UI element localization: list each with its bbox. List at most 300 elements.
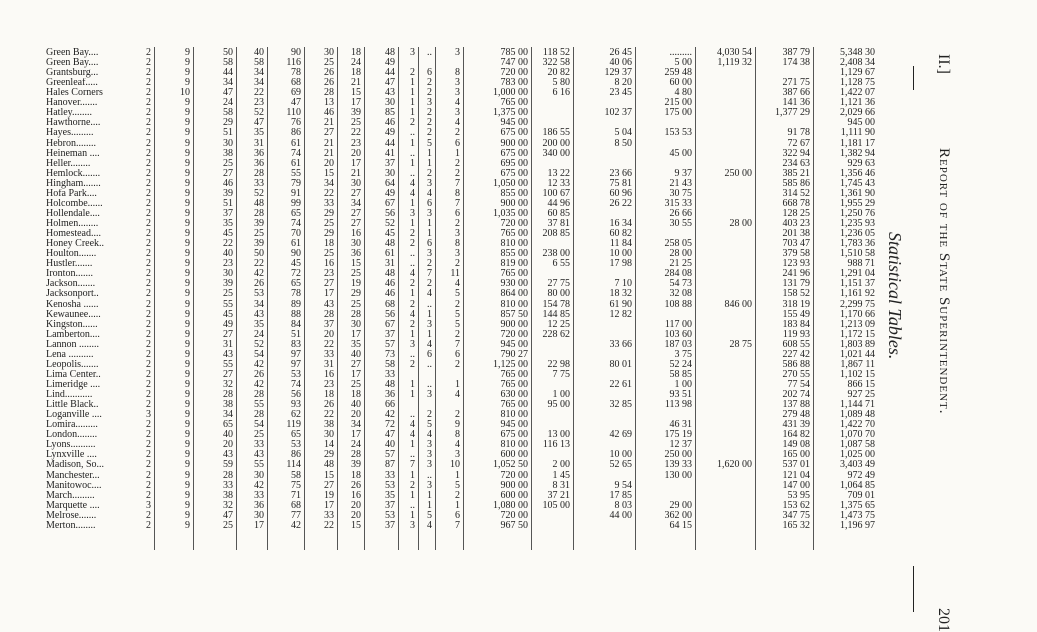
table-row: [0, 501, 900, 511]
table-cell: 58: [291, 469, 301, 481]
table-cell: 586 88: [782, 358, 810, 370]
table-cell: 49: [385, 187, 395, 199]
table-cell: 1: [427, 218, 432, 230]
table-cell: 3: [427, 439, 432, 451]
table-cell: 675 00: [500, 167, 528, 179]
table-cell: 9: [185, 328, 190, 340]
table-cell: 1,375 65: [840, 499, 875, 511]
table-row: [0, 340, 900, 350]
table-cell: 9: [185, 479, 190, 491]
table-cell: 2: [146, 167, 151, 179]
table-cell: 1,128 75: [840, 77, 875, 89]
table-cell: 988 71: [847, 258, 875, 270]
table-cell: 89: [291, 298, 301, 310]
district-name: Holmen........: [46, 219, 99, 230]
table-cell: 2: [146, 489, 151, 501]
table-row: [0, 481, 900, 491]
table-cell: 119 93: [782, 328, 810, 340]
table-cell: 128 25: [782, 207, 810, 219]
table-cell: 1,375 00: [493, 107, 528, 119]
table-cell: 58: [223, 107, 233, 119]
table-cell: 13: [324, 97, 334, 109]
table-cell: 1,745 43: [840, 177, 875, 189]
table-cell: 3: [455, 47, 460, 58]
table-row: [0, 179, 900, 189]
table-cell: 2: [455, 157, 460, 169]
table-cell: 1 45: [552, 469, 570, 481]
table-cell: 3 75: [674, 348, 692, 360]
table-cell: 2: [410, 117, 415, 129]
table-cell: 34: [254, 298, 264, 310]
district-name: Greenleaf.....: [46, 78, 98, 89]
table-cell: 116: [286, 57, 301, 69]
table-cell: 3: [427, 479, 432, 491]
table-cell: 72: [291, 268, 301, 280]
table-cell: 3,403 49: [840, 459, 875, 471]
column-rule: [695, 47, 696, 550]
table-row: [0, 78, 900, 88]
table-cell: 56: [291, 389, 301, 401]
table-cell: 1: [427, 308, 432, 320]
table-cell: 108 88: [664, 298, 692, 310]
table-cell: 55: [223, 358, 233, 370]
table-cell: 2: [146, 127, 151, 139]
table-cell: 32: [223, 499, 233, 511]
table-cell: 2: [455, 328, 460, 340]
table-cell: 1,144 71: [840, 399, 875, 411]
table-cell: 1,250 76: [840, 207, 875, 219]
table-cell: 30: [351, 318, 361, 330]
table-cell: 2: [427, 117, 432, 129]
column-rule: [236, 47, 237, 550]
table-cell: 105 00: [542, 499, 570, 511]
table-cell: 60 82: [609, 228, 632, 240]
table-cell: 67: [385, 197, 395, 209]
table-cell: 675 00: [500, 147, 528, 159]
table-cell: 21: [351, 77, 361, 89]
table-cell: 43: [254, 308, 264, 320]
table-cell: 9: [185, 439, 190, 451]
district-name: Loganville ....: [46, 410, 102, 421]
table-cell: 2: [146, 308, 151, 320]
table-cell: 9: [185, 177, 190, 189]
table-cell: 42: [254, 378, 264, 390]
table-cell: 68: [291, 499, 301, 511]
table-cell: 1,422 07: [840, 87, 875, 99]
table-row: [0, 149, 900, 159]
table-cell: 34: [351, 197, 361, 209]
table-cell: 121 04: [782, 469, 810, 481]
table-cell: 1,035 00: [493, 207, 528, 219]
header-rule-top: [913, 66, 914, 90]
table-cell: 3: [455, 77, 460, 89]
table-row: [0, 410, 900, 420]
district-name: Hebron........: [46, 138, 96, 149]
table-cell: 1 00: [674, 378, 692, 390]
district-name: Hatley........: [46, 108, 93, 119]
table-cell: 35: [254, 127, 264, 139]
table-cell: 600 00: [500, 489, 528, 501]
table-cell: 2: [410, 278, 415, 290]
table-cell: 55: [254, 459, 264, 471]
table-cell: 927 25: [847, 389, 875, 401]
table-row: [0, 249, 900, 259]
table-cell: 110: [286, 107, 301, 119]
table-cell: 47: [385, 77, 395, 89]
table-cell: 2: [455, 409, 460, 421]
table-cell: 21: [324, 137, 334, 149]
table-cell: 12 33: [547, 177, 570, 189]
table-cell: 65: [291, 207, 301, 219]
table-cell: 74: [291, 378, 301, 390]
table-cell: 3: [427, 207, 432, 219]
table-cell: 99: [291, 197, 301, 209]
table-cell: 20: [351, 147, 361, 159]
table-cell: 1: [427, 147, 432, 159]
table-cell: 250 00: [724, 167, 752, 179]
table-cell: 16 34: [609, 218, 632, 230]
table-cell: 9: [185, 368, 190, 380]
table-cell: 2: [146, 157, 151, 169]
table-cell: 17: [351, 328, 361, 340]
table-cell: 3: [455, 107, 460, 119]
table-cell: 1,052 50: [493, 459, 528, 471]
table-cell: 6: [455, 137, 460, 149]
table-cell: 33: [254, 177, 264, 189]
table-cell: 12 37: [669, 439, 692, 451]
table-cell: 2: [146, 77, 151, 89]
table-cell: 31: [223, 338, 233, 350]
table-cell: 144 85: [542, 308, 570, 320]
table-cell: 37: [385, 499, 395, 511]
table-cell: 20: [324, 157, 334, 169]
table-cell: 1,803 89: [840, 338, 875, 350]
table-cell: 855 00: [500, 187, 528, 199]
table-cell: 25: [351, 117, 361, 129]
table-cell: 2: [427, 258, 432, 270]
table-cell: 668 78: [782, 197, 810, 209]
table-cell: 91 78: [787, 127, 810, 139]
table-cell: 28: [223, 469, 233, 481]
table-cell: 3: [427, 177, 432, 189]
table-cell: 2: [427, 278, 432, 290]
table-cell: 765 00: [500, 368, 528, 380]
table-cell: 1,361 90: [840, 187, 875, 199]
table-cell: 24: [351, 57, 361, 69]
table-cell: 238 00: [542, 248, 570, 260]
table-cell: 6: [455, 207, 460, 219]
table-cell: 52 65: [609, 459, 632, 471]
table-cell: 1: [410, 157, 415, 169]
table-cell: 250 00: [664, 449, 692, 461]
table-cell: 9: [185, 318, 190, 330]
table-cell: 1: [410, 87, 415, 99]
table-cell: 28: [254, 207, 264, 219]
table-cell: 158 52: [782, 288, 810, 300]
table-cell: 1,121 36: [840, 97, 875, 109]
district-name: Hawthorne....: [46, 118, 101, 129]
table-cell: 22: [223, 238, 233, 250]
table-cell: 1,510 58: [840, 248, 875, 260]
table-cell: 37 21: [547, 489, 570, 501]
table-cell: 48: [385, 238, 395, 250]
table-cell: 9: [185, 67, 190, 79]
table-cell: 26: [254, 368, 264, 380]
table-cell: 113 98: [664, 399, 692, 411]
table-cell: 147 00: [782, 479, 810, 491]
table-cell: 2: [146, 358, 151, 370]
table-cell: 50: [254, 248, 264, 260]
table-cell: 25: [223, 519, 233, 531]
district-name: Hemlock.......: [46, 168, 101, 179]
table-row: [0, 48, 900, 58]
table-cell: 154 78: [542, 298, 570, 310]
table-cell: 10 00: [609, 248, 632, 260]
table-cell: 9: [455, 419, 460, 431]
table-cell: 945 00: [847, 117, 875, 129]
table-cell: 75 81: [609, 177, 632, 189]
table-cell: 2: [455, 218, 460, 230]
table-cell: 1: [455, 469, 460, 481]
table-cell: 57: [385, 338, 395, 350]
table-cell: 39: [254, 238, 264, 250]
table-cell: 17: [351, 429, 361, 441]
table-cell: 9: [185, 378, 190, 390]
table-cell: 47: [254, 117, 264, 129]
table-cell: 48: [385, 268, 395, 280]
table-cell: 2: [427, 409, 432, 421]
table-cell: 40: [223, 248, 233, 260]
table-cell: 13 00: [547, 429, 570, 441]
table-cell: 34: [254, 77, 264, 89]
table-cell: 17: [324, 499, 334, 511]
table-cell: 29: [324, 228, 334, 240]
table-cell: 1,620 00: [717, 459, 752, 471]
table-cell: 9: [185, 338, 190, 350]
table-cell: 2: [410, 67, 415, 79]
table-cell: 2: [455, 127, 460, 139]
table-cell: 30 55: [669, 218, 692, 230]
table-cell: 30: [254, 469, 264, 481]
table-cell: ..: [410, 499, 415, 511]
table-cell: 18: [351, 67, 361, 79]
district-name: Heineman ....: [46, 148, 100, 159]
district-name: Manitowoc....: [46, 480, 102, 491]
table-cell: 241 96: [782, 268, 810, 280]
table-row: [0, 209, 900, 219]
table-cell: 20: [351, 509, 361, 521]
table-cell: 1: [455, 378, 460, 390]
table-cell: 379 58: [782, 248, 810, 260]
table-cell: 9: [185, 258, 190, 270]
table-cell: 810 00: [500, 238, 528, 250]
table-cell: 15: [324, 167, 334, 179]
table-cell: 1: [410, 328, 415, 340]
table-cell: 630 00: [500, 389, 528, 401]
table-cell: 9 37: [674, 167, 692, 179]
table-cell: 103 60: [664, 328, 692, 340]
table-cell: 1,382 94: [840, 147, 875, 159]
table-cell: 720 00: [500, 67, 528, 79]
table-cell: 43: [223, 449, 233, 461]
table-cell: 52 24: [669, 358, 692, 370]
table-cell: 1: [410, 389, 415, 401]
table-cell: 2: [146, 187, 151, 199]
table-cell: 97: [291, 348, 301, 360]
district-name: Kenosha ......: [46, 299, 99, 310]
table-row: [0, 491, 900, 501]
table-cell: 39: [351, 459, 361, 471]
table-cell: 25: [351, 268, 361, 280]
table-cell: 100 67: [542, 187, 570, 199]
table-cell: 52: [385, 218, 395, 230]
table-cell: 9: [185, 167, 190, 179]
table-cell: 1,196 97: [840, 519, 875, 531]
table-cell: 720 00: [500, 218, 528, 230]
table-cell: 8: [455, 429, 460, 441]
column-rule: [573, 47, 574, 550]
table-cell: 4: [427, 519, 432, 531]
table-cell: 2: [410, 228, 415, 240]
table-cell: 720 00: [500, 469, 528, 481]
district-name: Hustler.......: [46, 259, 93, 270]
table-row: [0, 400, 900, 410]
table-cell: 17 98: [609, 258, 632, 270]
district-name: Limeridge ....: [46, 379, 101, 390]
table-cell: 36: [254, 157, 264, 169]
table-cell: 2: [146, 419, 151, 431]
table-cell: 42: [254, 358, 264, 370]
table-cell: 45: [223, 308, 233, 320]
table-cell: 1,151 37: [840, 278, 875, 290]
district-name: Lind...........: [46, 390, 93, 401]
table-cell: 43: [254, 449, 264, 461]
table-row: [0, 511, 900, 521]
table-cell: 77: [291, 509, 301, 521]
table-cell: 2: [146, 137, 151, 149]
district-name: Holcombe......: [46, 198, 103, 209]
table-cell: 3: [410, 207, 415, 219]
table-cell: 7 75: [552, 368, 570, 380]
table-row: [0, 98, 900, 108]
table-cell: 7: [455, 519, 460, 531]
table-cell: 97: [291, 358, 301, 370]
table-cell: 44: [385, 67, 395, 79]
table-cell: 6: [455, 348, 460, 360]
table-cell: 30 75: [669, 187, 692, 199]
table-cell: 765 00: [500, 268, 528, 280]
section-title: Statistical Tables.: [885, 232, 905, 360]
table-cell: 37: [324, 318, 334, 330]
district-name: Manchester...: [46, 470, 100, 481]
table-cell: 9: [185, 197, 190, 209]
table-cell: 1,025 00: [840, 449, 875, 461]
table-cell: 1,172 15: [840, 328, 875, 340]
table-cell: 29: [223, 117, 233, 129]
table-cell: 61 90: [609, 298, 632, 310]
table-row: [0, 139, 900, 149]
table-cell: 17: [351, 368, 361, 380]
table-cell: 7: [455, 338, 460, 350]
table-cell: 23: [324, 268, 334, 280]
table-cell: 21: [351, 167, 361, 179]
table-cell: 2: [146, 197, 151, 209]
table-cell: 2: [146, 87, 151, 99]
table-cell: 26: [324, 67, 334, 79]
table-cell: 4: [410, 268, 415, 280]
table-cell: 967 50: [500, 519, 528, 531]
table-cell: 51: [291, 328, 301, 340]
table-cell: 18: [324, 238, 334, 250]
column-rule: [813, 47, 814, 550]
table-cell: 709 01: [847, 489, 875, 501]
table-cell: 42: [254, 479, 264, 491]
table-cell: 18: [351, 469, 361, 481]
table-cell: 35: [351, 338, 361, 350]
table-cell: 55: [254, 399, 264, 411]
table-cell: 284 08: [664, 268, 692, 280]
table-cell: 24: [254, 328, 264, 340]
table-cell: 17: [351, 97, 361, 109]
table-cell: 93 51: [669, 389, 692, 401]
table-cell: 21 25: [669, 258, 692, 270]
table-row: [0, 350, 900, 360]
table-row: [0, 471, 900, 481]
column-rule: [304, 47, 305, 550]
table-cell: 783 00: [500, 77, 528, 89]
table-cell: 2: [146, 469, 151, 481]
table-cell: 1: [410, 77, 415, 89]
table-cell: 68: [291, 77, 301, 89]
district-name: Homestead....: [46, 229, 101, 240]
table-cell: 65: [291, 278, 301, 290]
table-cell: 28 00: [669, 248, 692, 260]
table-cell: 30: [351, 177, 361, 189]
table-cell: 36: [351, 248, 361, 260]
table-cell: 76: [291, 117, 301, 129]
table-cell: 1: [410, 378, 415, 390]
table-cell: 51: [223, 197, 233, 209]
table-cell: 27: [351, 358, 361, 370]
table-cell: 25: [223, 288, 233, 300]
table-cell: 1: [410, 97, 415, 109]
table-cell: 1 00: [552, 389, 570, 401]
table-cell: 26 45: [609, 47, 632, 58]
table-cell: 747 00: [500, 57, 528, 69]
table-cell: 4: [455, 117, 460, 129]
table-cell: 785 00: [500, 47, 528, 58]
table-cell: 18: [351, 389, 361, 401]
table-cell: 2,408 34: [840, 57, 875, 69]
table-cell: 16: [351, 489, 361, 501]
table-cell: 2: [146, 207, 151, 219]
table-cell: 4: [410, 308, 415, 320]
table-cell: 155 49: [782, 308, 810, 320]
table-cell: 24: [351, 439, 361, 451]
table-cell: 385 21: [782, 167, 810, 179]
table-cell: 2: [146, 389, 151, 401]
table-cell: 26: [254, 278, 264, 290]
table-cell: ..: [410, 127, 415, 139]
table-cell: 39: [223, 187, 233, 199]
table-cell: 28: [223, 389, 233, 401]
table-cell: 3: [427, 97, 432, 109]
table-cell: 153 62: [782, 499, 810, 511]
table-cell: 141 36: [782, 97, 810, 109]
table-row: [0, 108, 900, 118]
table-row: [0, 320, 900, 330]
table-cell: 27 75: [547, 278, 570, 290]
